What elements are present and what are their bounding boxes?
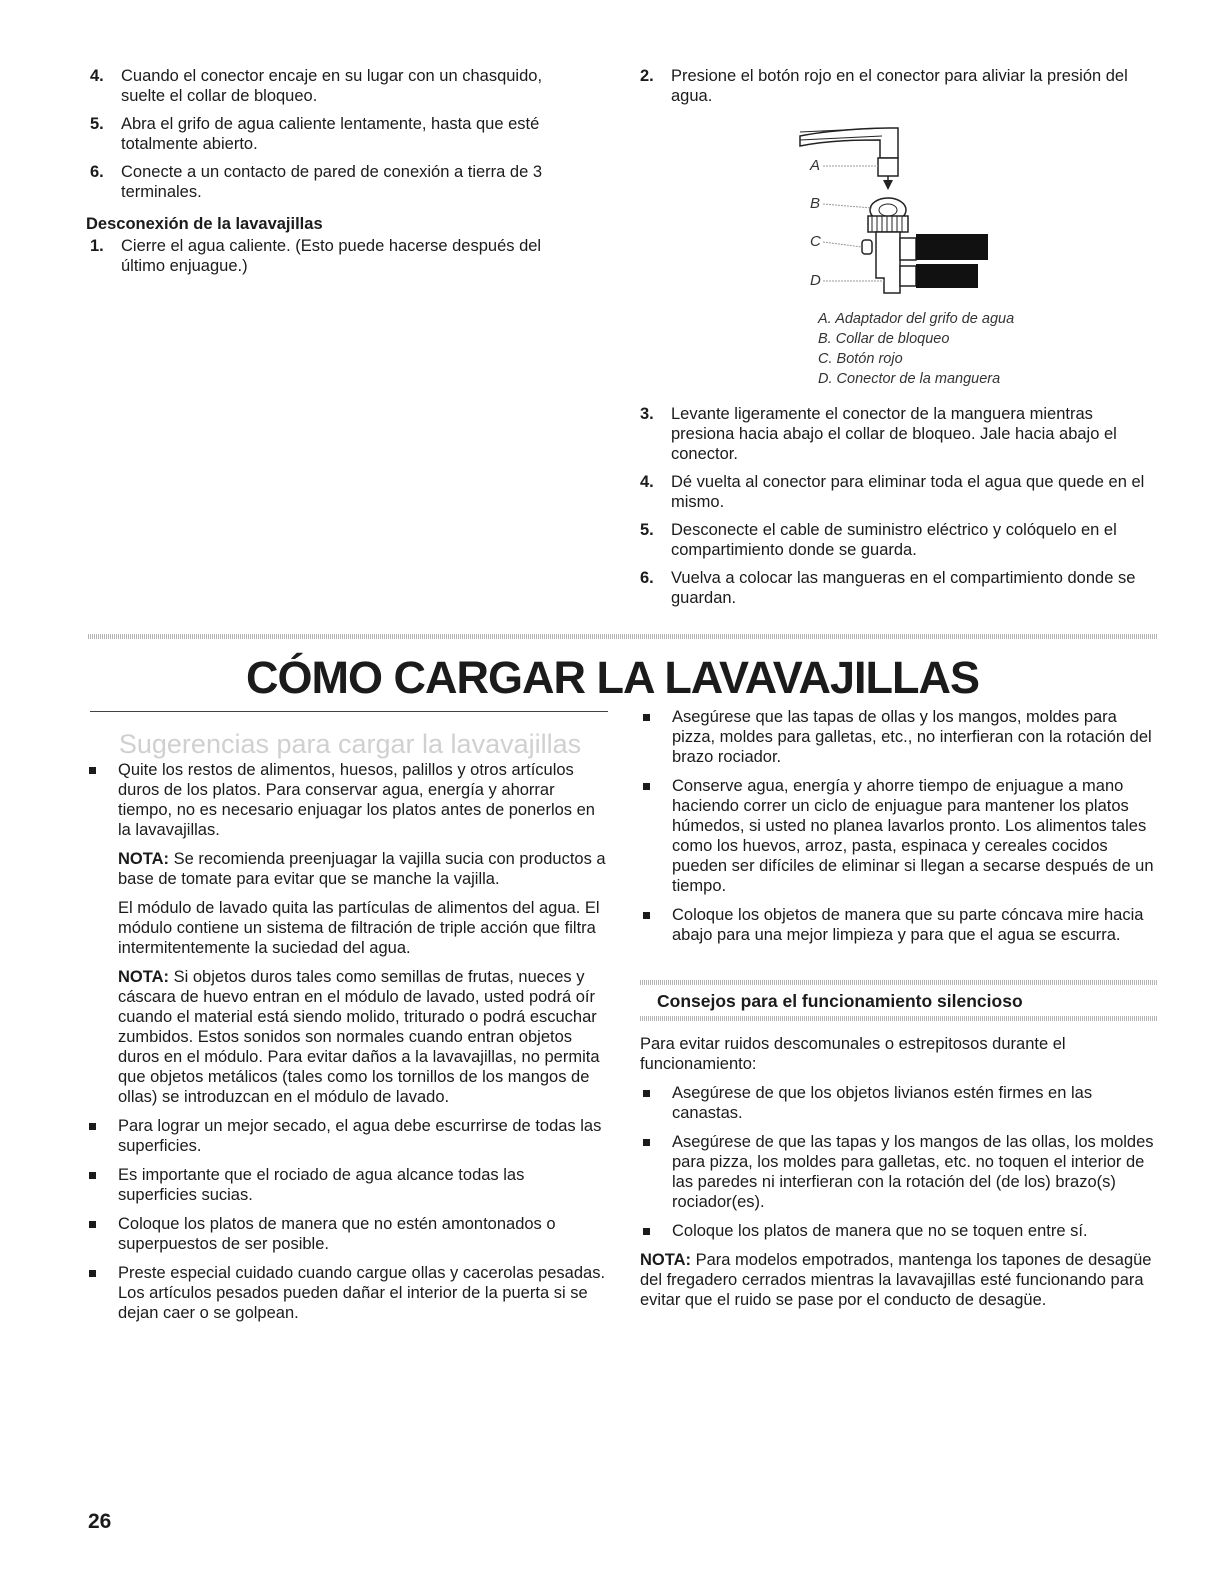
bullet-text: Coloque los objetos de manera que su parte cóncava mire hacia abajo para una mejor limpieza y para que el agua se escurra.	[672, 906, 1144, 944]
list-item	[86, 1214, 606, 1254]
note-label: NOTA:	[640, 1251, 692, 1269]
list-item	[640, 707, 1160, 767]
bullet-icon	[643, 1228, 650, 1235]
bullet-text: Asegúrese que las tapas de ollas y los mangos, moldes para pizza, moldes para galletas, etc., no interfieran con la rotación del brazo rociador.	[672, 708, 1152, 766]
step-number: 1.	[90, 237, 104, 255]
note-label: NOTA:	[118, 850, 170, 868]
loading-tips-right	[640, 707, 1160, 954]
tips-list	[86, 760, 606, 1323]
bullet-icon	[89, 1270, 96, 1277]
callout-letter: C	[810, 233, 821, 250]
step-number: 6.	[90, 163, 104, 181]
bullet-text: Es importante que el rociado de agua alcance todas las superficies sucias.	[118, 1166, 525, 1204]
step-item	[636, 568, 1156, 608]
step-text: Abra el grifo de agua caliente lentamente, hasta que esté totalmente abierto.	[121, 115, 540, 153]
disconnect-heading: Desconexión de la lavavajillas	[86, 215, 323, 233]
bullet-text: Para lograr un mejor secado, el agua debe escurrirse de todas las superficies.	[118, 1117, 602, 1155]
bullet-icon	[89, 1123, 96, 1130]
bullet-text: Coloque los platos de manera que no estén amontonados o superpuestos de ser posible.	[118, 1215, 556, 1253]
step-number: 6.	[640, 569, 654, 587]
callout-letter: B	[810, 195, 821, 212]
faucet-spout	[800, 128, 898, 158]
step-item	[86, 236, 586, 276]
quiet-operation-section	[640, 1034, 1160, 1319]
list-item	[640, 1083, 1160, 1123]
note-label: NOTA:	[118, 968, 170, 986]
bullet-icon	[89, 1221, 96, 1228]
step-number: 4.	[90, 67, 104, 85]
hose-coupling	[900, 238, 916, 260]
top-left-column	[86, 66, 586, 284]
lower-hose	[916, 264, 978, 288]
quiet-operation-heading: Consejos para el funcionamiento silencioso	[657, 991, 1023, 1011]
list-item	[86, 1263, 606, 1323]
step-text: Presione el botón rojo en el conector para aliviar la presión del agua.	[671, 67, 1128, 105]
list-item	[86, 1116, 606, 1156]
step-item	[636, 472, 1156, 512]
leader-line	[823, 242, 862, 247]
note-text: Para modelos empotrados, mantenga los tapones de desagüe del fregadero cerrados mientras la lavavajillas esté funcionando para evitar que el ruido se pase por el conducto de desagüe.	[640, 1251, 1152, 1309]
bullet-text: Coloque los platos de manera que no se toquen entre sí.	[672, 1222, 1088, 1240]
bullet-icon	[89, 1172, 96, 1179]
quiet-divider-bottom	[640, 1016, 1158, 1021]
step-number: 3.	[640, 405, 654, 423]
section-divider	[88, 634, 1158, 639]
note-paragraph	[640, 1250, 1160, 1310]
step-text: Levante ligeramente el conector de la manguera mientras presiona hacia abajo el collar de bloqueo. Jale hacia abajo el conector.	[671, 405, 1117, 463]
quiet-list	[640, 1083, 1160, 1241]
list-item	[640, 905, 1160, 945]
connector-body	[876, 232, 900, 293]
disconnect-steps-list	[86, 236, 586, 276]
figure-legend	[818, 309, 1014, 389]
disconnect-steps-continued	[636, 404, 1156, 608]
step2-list	[636, 66, 1156, 106]
legend-item: B. Collar de bloqueo	[818, 331, 950, 347]
step-number: 2.	[640, 67, 654, 85]
list-item	[86, 1165, 606, 1205]
faucet-adapter	[878, 158, 898, 176]
connect-steps-list	[86, 66, 586, 202]
upper-hose	[916, 234, 988, 260]
note-text: Si objetos duros tales como semillas de frutas, nueces y cáscara de huevo entran en el módulo de lavado, usted podrá oír cuando el material está siendo molido, triturado o podrá escuchar zumbidos. Estos sonidos son normales cuando entran objetos duros en el módulo. Para evitar daños a la lavavajillas, no permita que objetos metálicos (tales como los tornillos de los mangos de ollas) se introduzcan en el módulo de lavado.	[118, 968, 600, 1106]
step-text: Cuando el conector encaje en su lugar con un chasquido, suelte el collar de bloqueo.	[121, 67, 543, 105]
step-text: Vuelva a colocar las mangueras en el compartimiento donde se guardan.	[671, 569, 1136, 607]
step-text: Desconecte el cable de suministro eléctrico y colóquelo en el compartimiento donde se guarda.	[671, 521, 1117, 559]
top-right-step2	[636, 66, 1156, 114]
top-right-steps	[636, 404, 1156, 616]
bullet-icon	[643, 714, 650, 721]
step-number: 4.	[640, 473, 654, 491]
step-text: Conecte a un contacto de pared de conexión a tierra de 3 terminales.	[121, 163, 543, 201]
step-number: 5.	[640, 521, 654, 539]
page-title: CÓMO CARGAR LA LAVAVAJILLAS	[246, 652, 979, 703]
step-item	[636, 404, 1156, 464]
callout-letter: D	[810, 272, 821, 289]
collar-inner	[879, 204, 897, 216]
bullet-icon	[643, 1090, 650, 1097]
bullet-icon	[643, 912, 650, 919]
step-text: Cierre el agua caliente. (Esto puede hacerse después del último enjuague.)	[121, 237, 542, 275]
subsection-rule	[90, 711, 608, 712]
page-number: 26	[88, 1510, 112, 1533]
bullet-icon	[643, 783, 650, 790]
bullet-text: Conserve agua, energía y ahorre tiempo de enjuague a mano haciendo correr un ciclo de enjuague para mantener los platos húmedos, si usted no planea lavarlos pronto. Los alimentos tales como los huevos, arroz, pasta, espinaca y cereales cocidos pueden ser difíciles de eliminar si llegan a secarse después de un tiempo.	[672, 777, 1154, 895]
step-item	[86, 162, 586, 202]
list-item	[640, 1221, 1160, 1241]
bullet-text: Asegúrese de que las tapas y los mangos de las ollas, los moldes para pizza, los moldes para galletas, etc. no toquen el interior de las paredes ni interfieran con la rotación del (de los) brazo(s) rociador(es).	[672, 1133, 1154, 1211]
tips-title: Sugerencias para cargar la lavavajillas	[118, 729, 582, 759]
bullet-text: Quite los restos de alimentos, huesos, palillos y otros artículos duros de los platos. Para conservar agua, energía y ahorrar tiempo, no es necesario enjuagar los platos antes de ponerlos en la lavavajillas.	[118, 761, 595, 839]
leader-line	[823, 204, 872, 208]
tips-list-right	[640, 707, 1160, 945]
bullet-text: Preste especial cuidado cuando cargue ollas y cacerolas pesadas. Los artículos pesados pueden dañar el interior de la puerta si se dejan caer o se golpean.	[118, 1264, 606, 1322]
faucet-connector-diagram	[790, 118, 1000, 303]
list-item	[640, 776, 1160, 896]
bullet-icon	[643, 1139, 650, 1146]
hose-coupling	[900, 266, 916, 286]
note-text: Se recomienda preenjuagar la vajilla sucia con productos a base de tomate para evitar que se manche la vajilla.	[118, 850, 606, 888]
legend-item: D. Conector de la manguera	[818, 371, 1001, 387]
collar-ridges	[872, 216, 902, 232]
note-paragraph	[118, 967, 606, 1107]
list-item	[640, 1132, 1160, 1212]
step-item	[86, 66, 586, 106]
quiet-intro: Para evitar ruidos descomunales o estrepitosos durante el funcionamiento:	[640, 1035, 1066, 1073]
red-button	[862, 240, 872, 254]
step-text: Dé vuelta al conector para eliminar toda el agua que quede en el mismo.	[671, 473, 1145, 511]
legend-item: C. Botón rojo	[818, 351, 903, 367]
bullet-text: Asegúrese de que los objetos livianos estén firmes en las canastas.	[672, 1084, 1093, 1122]
step-item	[636, 66, 1156, 106]
quiet-divider-top	[640, 980, 1158, 985]
legend-item: A. Adaptador del grifo de agua	[818, 311, 1015, 327]
loading-tips-left	[86, 760, 606, 1332]
callout-letter: A	[810, 157, 821, 174]
step-number: 5.	[90, 115, 104, 133]
list-item	[86, 760, 606, 1107]
module-paragraph: El módulo de lavado quita las partículas de alimentos del agua. El módulo contiene un sistema de filtración de triple acción que filtra intermitentemente la suciedad del agua.	[118, 899, 600, 957]
step-item	[86, 114, 586, 154]
step-item	[636, 520, 1156, 560]
note-paragraph	[118, 849, 606, 889]
bullet-icon	[89, 767, 96, 774]
